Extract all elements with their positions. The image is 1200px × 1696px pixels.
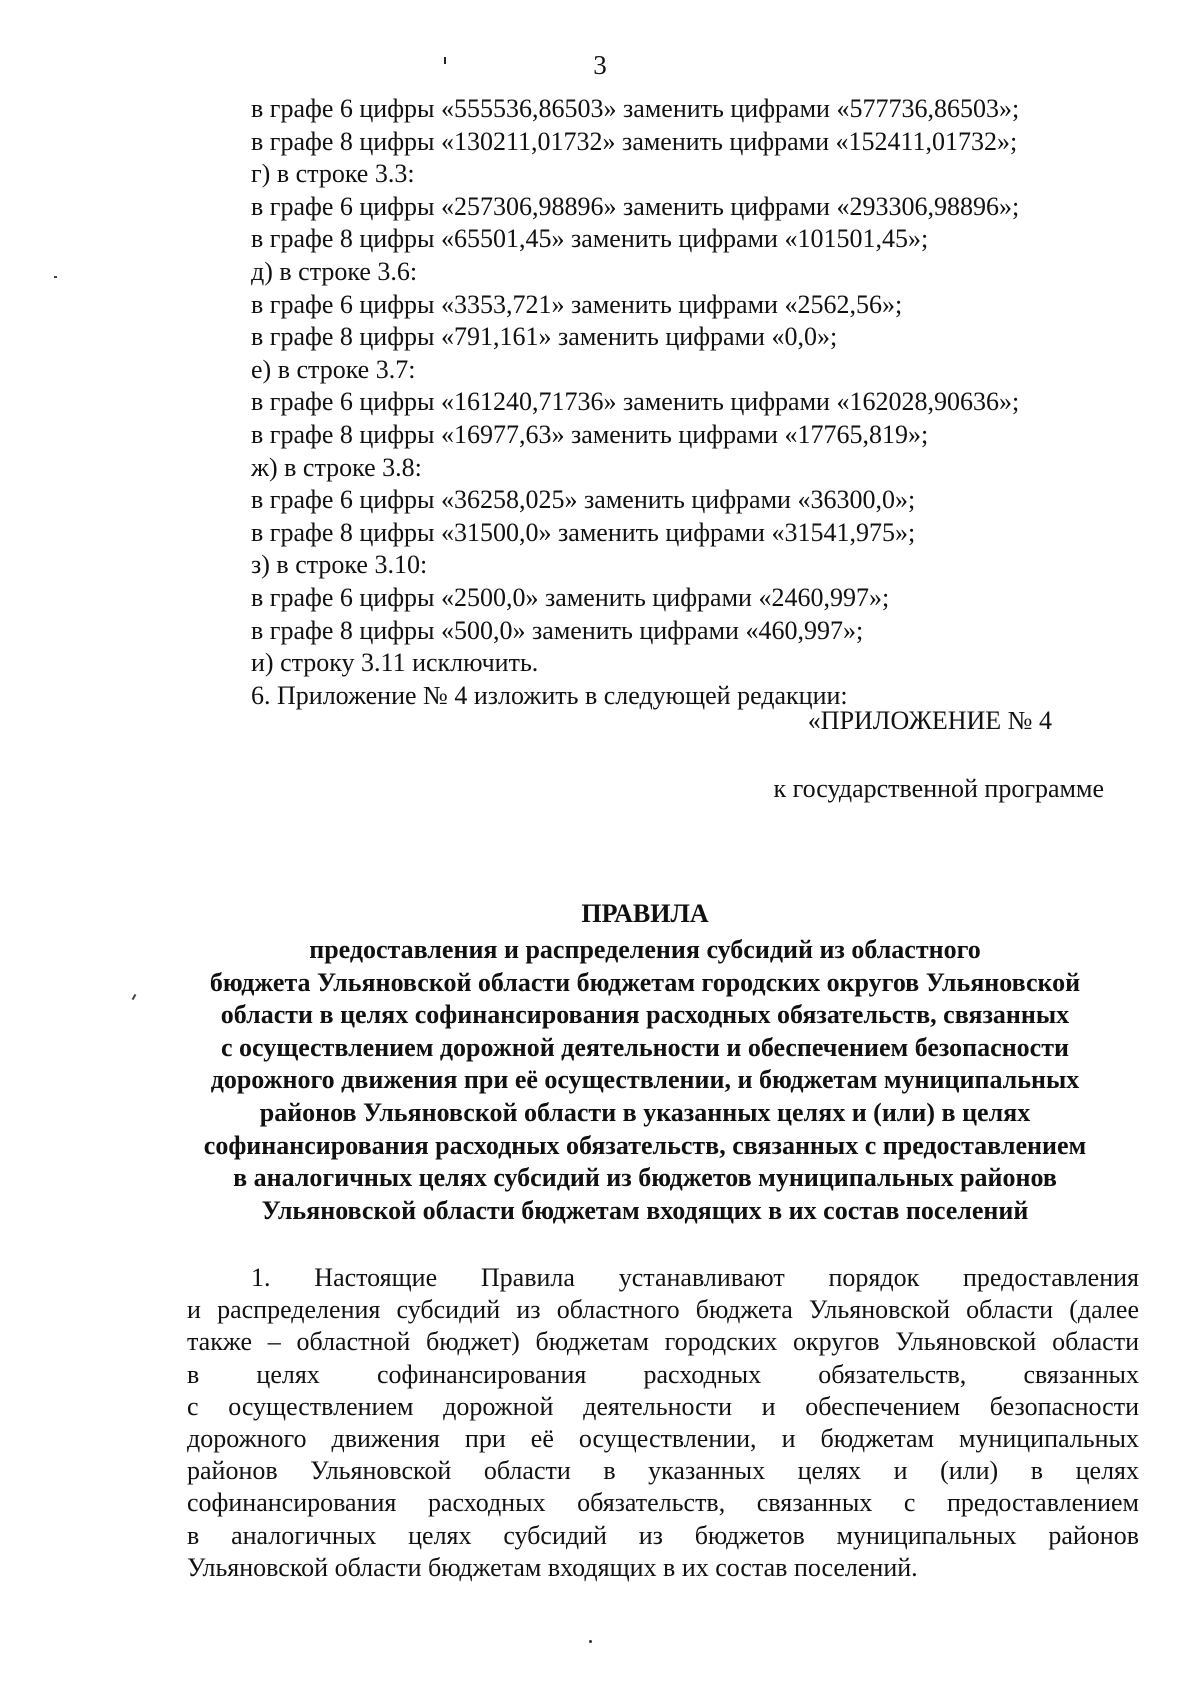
amendment-line: в графе 8 цифры «791,161» заменить цифрами «0,0»; (251, 322, 838, 352)
rules-subtitle-line: дорожного движения при её осуществлении, и бюджетам муниципальных (210, 1065, 1080, 1095)
amendment-line: в графе 6 цифры «161240,71736» заменить цифрами «162028,90636»; (251, 387, 1020, 417)
amendment-line: в графе 6 цифры «2500,0» заменить цифрами «2460,997»; (251, 582, 890, 612)
amendment-line: в графе 8 цифры «65501,45» заменить цифрами «101501,45»; (251, 224, 929, 254)
amendment-line: и) строку 3.11 исключить. (251, 648, 539, 678)
rules-subtitle-line: в аналогичных целях субсидий из бюджетов муниципальных районов (233, 1163, 1057, 1193)
amendment-line: в графе 8 цифры «500,0» заменить цифрами «460,997»; (251, 615, 864, 645)
annex-header (584, 705, 1104, 805)
amendment-line: ж) в строке 3.8: (251, 452, 422, 482)
rules-title: ПРАВИЛА (581, 899, 709, 928)
scan-artifact-mark (444, 57, 446, 64)
scan-artifact-mark (54, 276, 57, 278)
amendments-list (251, 93, 1131, 712)
paragraph-line: и распределения субсидий из областного бюджета Ульяновской области (далее (187, 1295, 1139, 1325)
amendment-line: з) в строке 3.10: (251, 550, 428, 580)
amendment-line: в графе 8 цифры «130211,01732» заменить цифрами «152411,01732»; (251, 126, 1018, 156)
amendment-line: д) в строке 3.6: (251, 256, 418, 286)
rules-subtitle-line: предоставления и распределения субсидий из областного (309, 935, 981, 964)
amendment-line: в графе 6 цифры «3353,721» заменить цифрами «2562,56»; (251, 289, 903, 319)
page-number: 3 (593, 50, 607, 80)
rules-subtitle-line: Ульяновской области бюджетам входящих в их состав поселений (261, 1195, 1029, 1225)
paragraph-line: в аналогичных целях субсидий из бюджетов муниципальных районов (187, 1520, 1139, 1550)
paragraph-line: с осуществлением дорожной деятельности и обеспечением безопасности (187, 1391, 1139, 1421)
paragraph-line: софинансирования расходных обязательств, связанных с предоставлением (187, 1488, 1139, 1518)
scan-artifact-mark (132, 994, 137, 1000)
amendment-line: г) в строке 3.3: (251, 159, 415, 189)
amendment-line: в графе 8 цифры «31500,0» заменить цифрами «31541,975»; (251, 517, 916, 547)
paragraph-1 (187, 1262, 1139, 1584)
paragraph-line: 1. Настоящие Правила устанавливают порядок предоставления (251, 1263, 1139, 1292)
rules-subtitle-line: с осуществлением дорожной деятельности и обеспечением безопасности (221, 1032, 1069, 1062)
rules-subtitle-line: районов Ульяновской области в указанных целях и (или) в целях (259, 1097, 1031, 1127)
rules-subtitle-line: области в целях софинансирования расходных обязательств, связанных (220, 1000, 1070, 1030)
paragraph-line: в целях софинансирования расходных обязательств, связанных (187, 1359, 1139, 1389)
rules-subtitle-line: бюджета Ульяновской области бюджетам городских округов Ульяновской (209, 967, 1081, 997)
amendment-line: в графе 6 цифры «257306,98896» заменить цифрами «293306,98896»; (251, 191, 1020, 221)
amendment-line: в графе 6 цифры «36258,025» заменить цифрами «36300,0»; (251, 485, 916, 515)
paragraph-line: дорожного движения при её осуществлении, и бюджетам муниципальных (187, 1424, 1139, 1454)
scan-artifact-mark (589, 1640, 592, 1643)
annex-title: «ПРИЛОЖЕНИЕ № 4 (807, 706, 1052, 735)
paragraph-line: Ульяновской области бюджетам входящих в их состав поселений. (187, 1552, 918, 1582)
paragraph-line: районов Ульяновской области в указанных целях и (или) в целях (187, 1456, 1139, 1486)
amendment-line: в графе 8 цифры «16977,63» заменить цифрами «17765,819»; (251, 419, 929, 449)
amendment-line: в графе 6 цифры «555536,86503» заменить цифрами «577736,86503»; (251, 94, 1020, 123)
rules-heading (150, 896, 1140, 1227)
amendment-line: е) в строке 3.7: (251, 354, 416, 384)
amendment-line: 6. Приложение № 4 изложить в следующей редакции: (251, 680, 848, 710)
paragraph-line: также – областной бюджет) бюджетам городских округов Ульяновской области (187, 1327, 1139, 1357)
rules-subtitle-line: софинансирования расходных обязательств, связанных с предоставлением (203, 1130, 1087, 1160)
annex-subtitle: к государственной программе (773, 774, 1104, 803)
